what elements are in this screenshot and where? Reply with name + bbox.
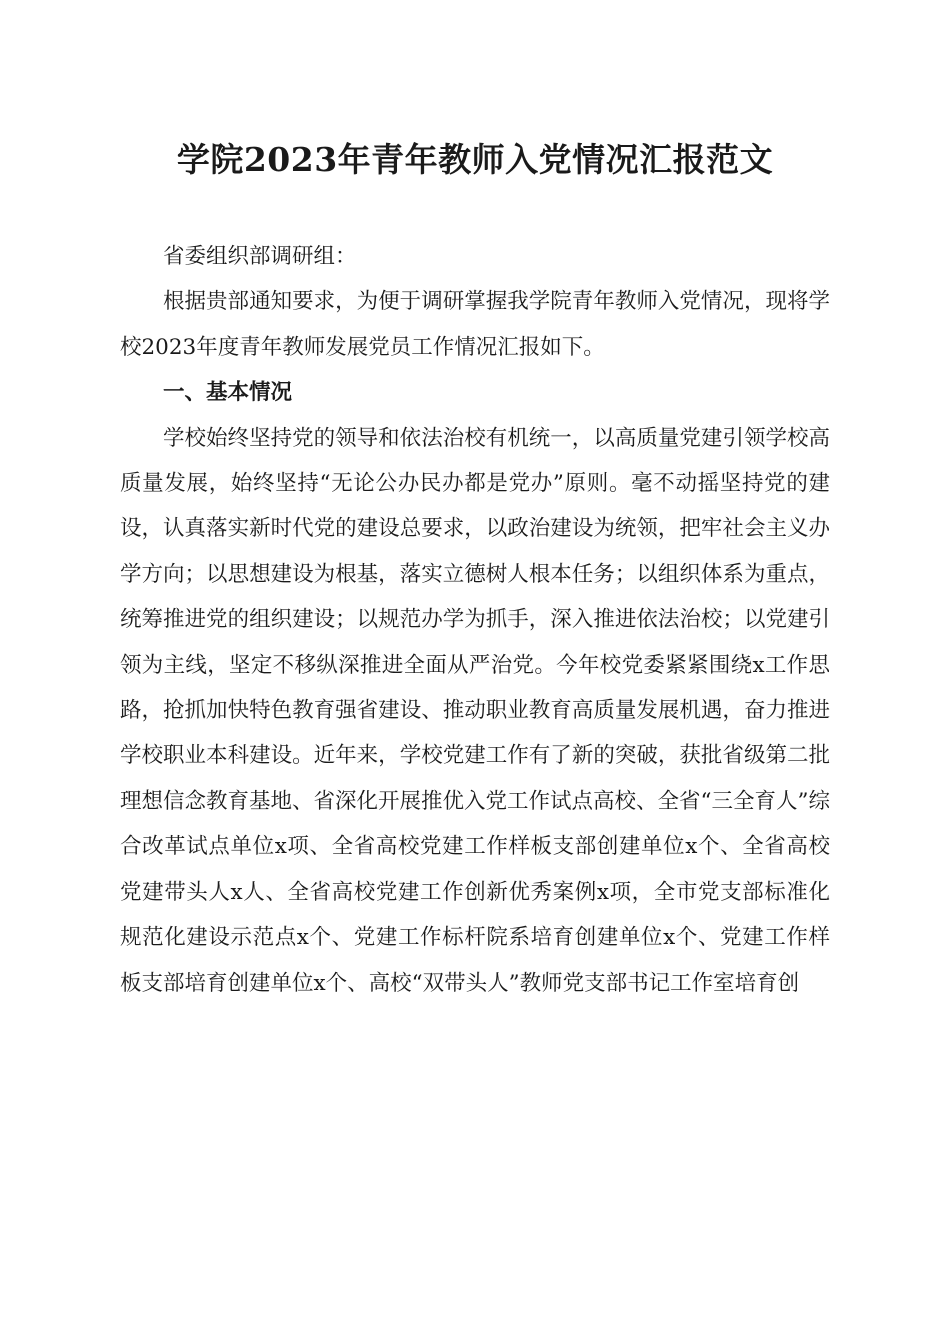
document-title: 学院2023年青年教师入党情况汇报范文	[176, 140, 774, 179]
salutation: 省委组织部调研组：	[163, 244, 357, 269]
intro-paragraph: 根据贵部通知要求，为便于调研掌握我学院青年教师入党情况，现将学校2023年度青年教师发展党员工作情况汇报如下。	[120, 289, 830, 360]
basic-situation-paragraph: 学校始终坚持党的领导和依法治校有机统一，以高质量党建引领学校高质量发展，始终坚持“无论公办民办都是党办”原则。毫不动摇坚持党的建设，认真落实新时代党的建设总要求，以政治建设为统领，把牢社会主义办学方向；以思想建设为根基，落实立德树人根本任务；以组织体系为重点，统筹推进党的组织建设；以规范办学为抓手，深入推进依法治校；以党建引领为主线，坚定不移纵深推进全面从严治党。今年校党委紧紧围绕x工作思路，抢抓加快特色教育强省建设、推动职业教育高质量发展机遇，奋力推进学校职业本科建设。近年来，学校党建工作有了新的突破，获批省级第二批理想信念教育基地、省深化开展推优入党工作试点高校、全省“三全育人”综合改革试点单位x项、全省高校党建工作样板支部创建单位x个、全省高校党建带头人x人、全省高校党建工作创新优秀案例x项，全市党支部标准化规范化建设示范点x个、党建工作标杆院系培育创建单位x个、党建工作样板支部培育创建单位x个、高校“双带头人”教师党支部书记工作室培育创	[120, 425, 830, 996]
section-heading-basic-situation: 一、基本情况	[163, 380, 293, 406]
document-body	[120, 234, 830, 1006]
